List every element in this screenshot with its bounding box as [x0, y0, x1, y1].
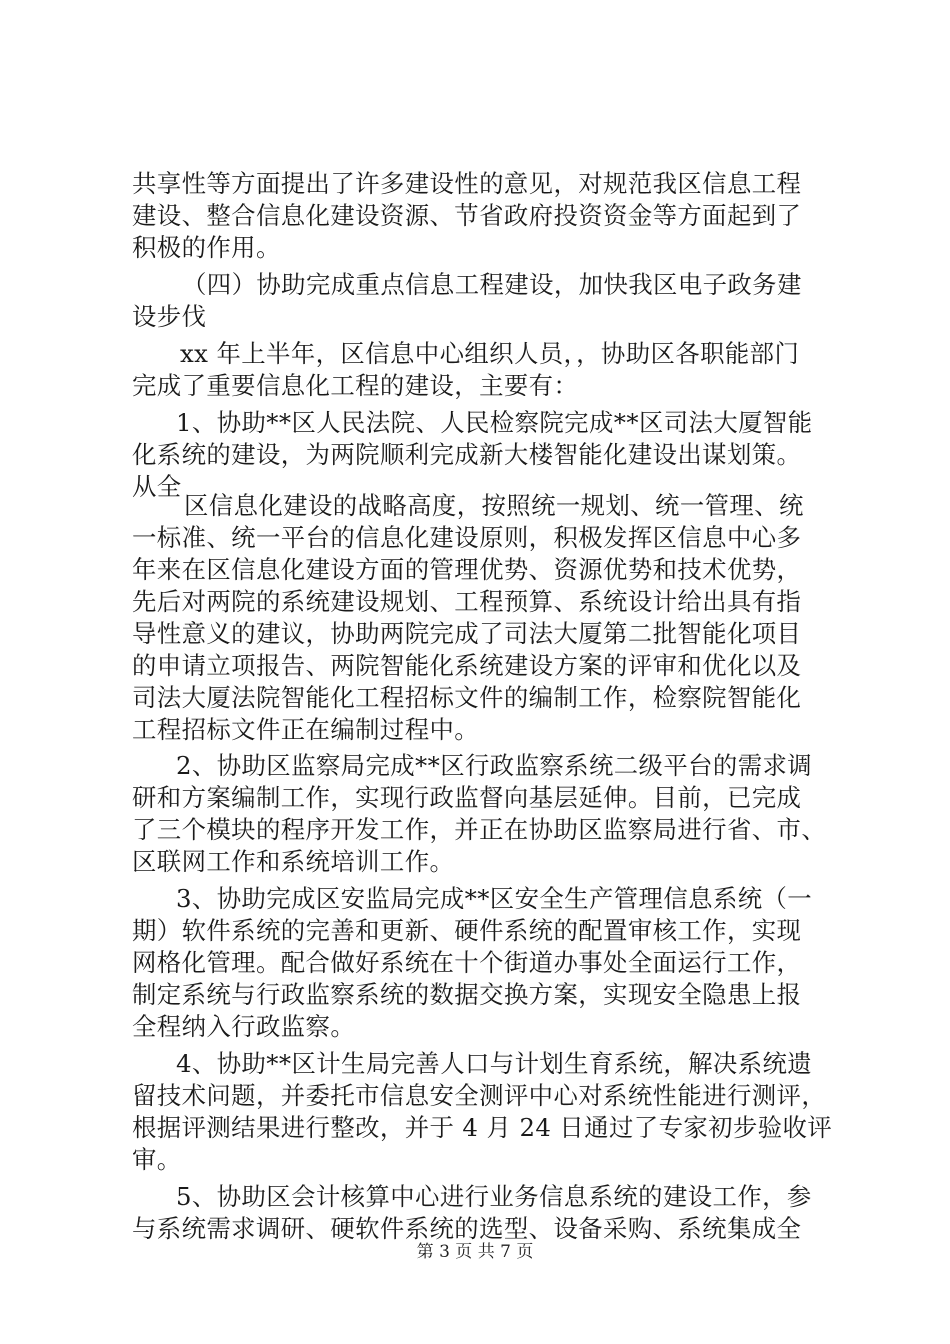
- text-line: 5、协助区会计核算中心进行业务信息系统的建设工作，参: [176, 1182, 812, 1211]
- text-line: 3、协助完成区安监局完成**区安全生产管理信息系统（一: [176, 884, 813, 913]
- text-line: 积极的作用。: [132, 233, 281, 262]
- text-line: 制定系统与行政监察系统的数据交换方案，实现安全隐患上报: [132, 980, 802, 1009]
- text-line: 的申请立项报告、两院智能化系统建设方案的评审和优化以及: [132, 651, 802, 680]
- text-line: 化系统的建设，为两院顺利完成新大楼智能化建设出谋划策。: [132, 440, 802, 469]
- text-line: 根据评测结果进行整改，并于 4 月 24 日通过了专家初步验收评: [132, 1113, 833, 1142]
- text-line: 从全: [132, 472, 182, 501]
- text-line: 年来在区信息化建设方面的管理优势、资源优势和技术优势，: [132, 555, 802, 584]
- section-heading: （四）协助完成重点信息工程建设，加快我区电子政务建: [182, 270, 802, 299]
- text-line: 建设、整合信息化建设资源、节省政府投资资金等方面起到了: [132, 201, 802, 230]
- text-line: 与系统需求调研、硬软件系统的选型、设备采购、系统集成全: [132, 1214, 802, 1243]
- text-line: 全程纳入行政监察。: [132, 1012, 356, 1041]
- text-line: 完成了重要信息化工程的建设，主要有：: [132, 371, 579, 400]
- text-line: 网格化管理。配合做好系统在十个街道办事处全面运行工作，: [132, 948, 802, 977]
- text-line: 工程招标文件正在编制过程中。: [132, 715, 480, 744]
- section-heading: 设步伐: [132, 302, 207, 331]
- text-line: xx 年上半年，区信息中心组织人员，，协助区各职能部门: [180, 339, 800, 368]
- text-line: 了三个模块的程序开发工作，并正在协助区监察局进行省、市、: [132, 815, 827, 844]
- text-line: 区联网工作和系统培训工作。: [132, 847, 455, 876]
- text-line: 司法大厦法院智能化工程招标文件的编制工作，检察院智能化: [132, 683, 802, 712]
- text-line: 审。: [132, 1145, 182, 1174]
- text-line: 留技术问题，并委托市信息安全测评中心对系统性能进行测评，: [132, 1081, 827, 1110]
- text-line: 研和方案编制工作，实现行政监督向基层延伸。目前，已完成: [132, 783, 802, 812]
- page-number-footer: 第 3 页 共 7 页: [416, 1242, 534, 1262]
- text-line: 共享性等方面提出了许多建设性的意见，对规范我区信息工程: [132, 169, 802, 198]
- text-line: 4、协助**区计生局完善人口与计划生育系统，解决系统遗: [176, 1049, 813, 1078]
- text-line: 先后对两院的系统建设规划、工程预算、系统设计给出具有指: [132, 587, 802, 616]
- text-line: 一标准、统一平台的信息化建设原则，积极发挥区信息中心多: [132, 523, 802, 552]
- text-line: 区信息化建设的战略高度，按照统一规划、统一管理、统: [184, 491, 804, 520]
- text-line: 导性意义的建议，协助两院完成了司法大厦第二批智能化项目: [132, 619, 802, 648]
- text-line: 1、协助**区人民法院、人民检察院完成**区司法大厦智能: [176, 408, 813, 437]
- text-line: 2、协助区监察局完成**区行政监察系统二级平台的需求调: [176, 751, 813, 780]
- text-line: 期）软件系统的完善和更新、硬件系统的配置审核工作，实现: [132, 916, 802, 945]
